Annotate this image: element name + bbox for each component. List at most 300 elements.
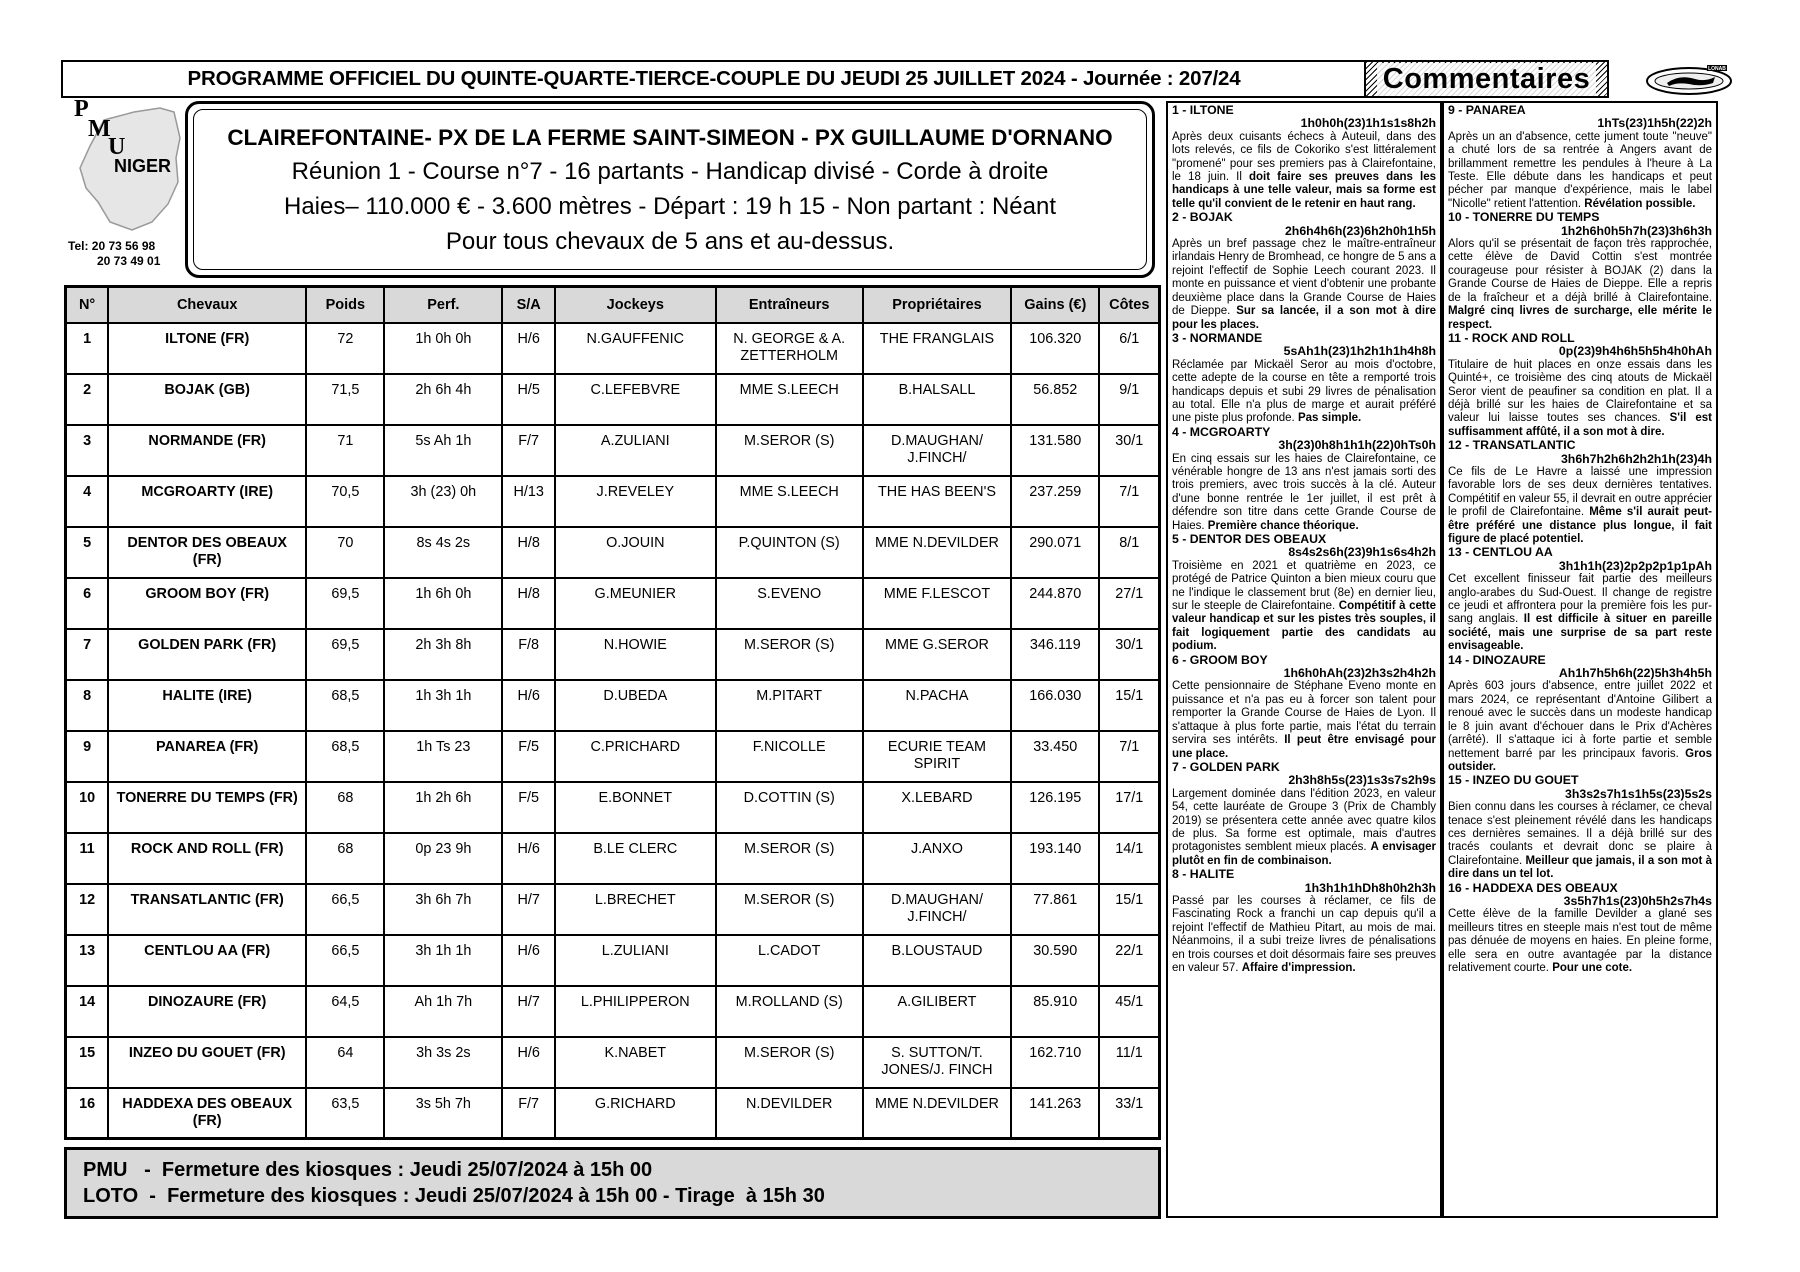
runner-number: 13 [66, 935, 109, 986]
trainer: F.NICOLLE [716, 731, 863, 782]
comment-entry [1448, 774, 1712, 881]
earnings: 85.910 [1011, 986, 1099, 1037]
odds: 14/1 [1099, 833, 1159, 884]
header-weight: Poids [306, 287, 384, 323]
sex-age: F/8 [502, 629, 555, 680]
performance: 0p 23 9h [384, 833, 502, 884]
earnings: 141.263 [1011, 1088, 1099, 1139]
weight: 64 [306, 1037, 384, 1088]
comments-column-left [1166, 101, 1442, 1218]
horse-name: HADDEXA DES OBEAUX (FR) [108, 1088, 306, 1139]
earnings: 237.259 [1011, 476, 1099, 527]
telephone-numbers [68, 239, 160, 269]
performance: 1h 6h 0h [384, 578, 502, 629]
comment-text [1448, 801, 1712, 881]
sex-age: F/5 [502, 782, 555, 833]
comment-performance: 3h6h7h2h6h2h2h1h(23)4h [1560, 451, 1712, 466]
sex-age: F/7 [502, 425, 555, 476]
table-row [66, 833, 1160, 884]
comment-entry [1448, 654, 1712, 775]
comment-entry [1448, 546, 1712, 653]
horse-name: GROOM BOY (FR) [108, 578, 306, 629]
comment-horse-title: 11 - ROCK AND ROLL [1448, 330, 1575, 345]
header-gains: Gains (€) [1011, 287, 1099, 323]
svg-text:U: U [108, 134, 126, 160]
table-row [66, 425, 1160, 476]
odds: 7/1 [1099, 476, 1159, 527]
trainer: M.PITART [716, 680, 863, 731]
owner: MME N.DEVILDER [863, 1088, 1011, 1139]
comment-body: Alors qu'il se présentait de façon très rapprochée, cette élève de David Cottin s'est montrée courageuse pour résister à BOJAK (2) dans la Grande Course de Haies de Dieppe. Elle a repris de la fraîcheur et a déjà brillé à Clairefontaine. [1448, 238, 1712, 304]
table-row [66, 731, 1160, 782]
odds: 11/1 [1099, 1037, 1159, 1088]
owner: MME F.LESCOT [863, 578, 1011, 629]
jockey: L.BRECHET [555, 884, 715, 935]
jockey: G.MEUNIER [555, 578, 715, 629]
odds: 7/1 [1099, 731, 1159, 782]
performance: 1h 2h 6h [384, 782, 502, 833]
performance: 5s Ah 1h [384, 425, 502, 476]
odds: 30/1 [1099, 629, 1159, 680]
horse-name: MCGROARTY (IRE) [108, 476, 306, 527]
comment-body: Ce fils de Le Havre a laissé une impression favorable lors de ses deux dernières tentatives. Compétitif en valeur 55, il devrait en outre apprécier le profil de Clairefontaine. [1448, 465, 1713, 519]
performance: 2h 3h 8h [384, 629, 502, 680]
comment-body: Réclamée par Mickaël Seror au mois d'octobre, cette adepte de la course en tête a remporté trois handicaps depuis et subi 29 livres de pénalisation au total. Elle n'a plus de marge et aurait préféré une piste plus profonde. [1172, 358, 1436, 425]
comment-body: Après 603 jours d'absence, entre juillet 2022 et mars 2024, ce représentant d'Antoine Gilibert a renoué avec le succès dans un modeste handicap le 8 juin avant d'échouer dans le Prix d'Achères (arrêté). Il s'attaque ici à forte partie et semble nettement barré par les principaux favoris. [1448, 680, 1712, 760]
comment-entry [1448, 439, 1712, 546]
pmu-niger-logo [64, 98, 182, 238]
comment-verdict: doit faire ses preuves dans les handicaps à une telle valeur, mais sa forme est telle qu'il convient de le retenir en haut rang. [1172, 171, 1436, 210]
weight: 66,5 [306, 935, 384, 986]
comment-performance: 8s4s2s6h(23)9h1s6s4h2h [1288, 545, 1436, 560]
weight: 64,5 [306, 986, 384, 1037]
owner: X.LEBARD [863, 782, 1011, 833]
loto-closing: LOTO - Fermeture des kiosques : Jeudi 25/07/2024 à 15h 00 - Tirage à 15h 30 [83, 1185, 825, 1207]
comment-body: Après un an d'absence, cette jument toute "neuve" a chuté lors de sa rentrée à Angers avant de brillamment remettre les pendules à l'heure à La Teste. Elle débute dans les handicaps et peut pécher par manque d'expérience, mais le label "Nicolle" retient l'attention. [1448, 130, 1712, 210]
owner: S. SUTTON/T. JONES/J. FINCH [863, 1037, 1011, 1088]
comment-verdict: Meilleur que jamais, il a son mot à dire dans un tel lot. [1448, 854, 1712, 881]
trainer: M.SEROR (S) [716, 833, 863, 884]
performance: 8s 4s 2s [384, 527, 502, 578]
comment-horse-title: 6 - GROOM BOY [1172, 652, 1268, 667]
comment-text [1448, 573, 1712, 653]
owner: THE FRANGLAIS [863, 323, 1011, 374]
phone-1: Tel: 20 73 56 98 [68, 239, 156, 253]
performance: 1h 0h 0h [384, 323, 502, 374]
weight: 66,5 [306, 884, 384, 935]
horse-name: DENTOR DES OBEAUX (FR) [108, 527, 306, 578]
sex-age: H/6 [502, 935, 555, 986]
comments-header [1364, 60, 1609, 98]
comment-verdict: Révélation possible. [1584, 197, 1696, 210]
race-details-1: Réunion 1 - Course n°7 - 16 partants - Handicap divisé - Corde à droite [291, 158, 1049, 185]
header-trainers: Entraîneurs [716, 287, 863, 323]
comment-entry [1172, 654, 1436, 761]
comment-performance: 1h0h0h(23)1h1s1s8h2h [1300, 116, 1436, 131]
runner-number: 2 [66, 374, 109, 425]
runner-number: 14 [66, 986, 109, 1037]
comment-text [1448, 359, 1712, 439]
comment-entry [1172, 332, 1436, 426]
weight: 70,5 [306, 476, 384, 527]
performance: 1h Ts 23 [384, 731, 502, 782]
earnings: 162.710 [1011, 1037, 1099, 1088]
performance: 3h 6h 7h [384, 884, 502, 935]
header-owners: Propriétaires [863, 287, 1011, 323]
header-jockeys: Jockeys [555, 287, 715, 323]
comment-entry [1172, 104, 1436, 211]
comment-horse-title: 14 - DINOZAURE [1448, 652, 1546, 667]
horse-name: HALITE (IRE) [108, 680, 306, 731]
comment-text [1172, 453, 1436, 533]
comment-verdict: Il peut être envisagé pour une place. [1172, 734, 1436, 760]
comment-horse-title: 13 - CENTLOU AA [1448, 545, 1553, 560]
phone-2: 20 73 49 01 [97, 254, 161, 268]
earnings: 290.071 [1011, 527, 1099, 578]
sex-age: H/6 [502, 680, 555, 731]
runner-number: 9 [66, 731, 109, 782]
comment-entry [1448, 332, 1712, 439]
trainer: M.ROLLAND (S) [716, 986, 863, 1037]
jockey: A.ZULIANI [555, 425, 715, 476]
svg-text:P: P [74, 98, 89, 122]
owner: D.MAUGHAN/ J.FINCH/ [863, 884, 1011, 935]
comment-verdict: Pour une cote. [1552, 962, 1633, 974]
comment-body: Après deux cuisants échecs à Auteuil, dans des lots relevés, ce fils de Cokoriko s'est littéralement "promené" pour ses premiers pas à Clairefontaine, le 18 juin. Il [1172, 130, 1436, 184]
earnings: 126.195 [1011, 782, 1099, 833]
odds: 45/1 [1099, 986, 1159, 1037]
comment-text [1448, 238, 1712, 332]
comment-text [1172, 560, 1436, 654]
trainer: L.CADOT [716, 935, 863, 986]
horse-name: TONERRE DU TEMPS (FR) [108, 782, 306, 833]
comment-performance: 0p(23)9h4h6h5h5h4h0hAh [1558, 344, 1712, 359]
jockey: O.JOUIN [555, 527, 715, 578]
comment-performance: 1h6h0hAh(23)2h3s2h4h2h [1283, 666, 1436, 681]
comment-body: En cinq essais sur les haies de Clairefontaine, ce vénérable hongre de 13 ans n'est jamais sorti des trois premiers, avec trois succès à la clé. Auteur d'une bonne rentrée le 1er juillet, il est prêt à défendre son titre dans cette Grande Course de Haies. [1172, 452, 1436, 532]
sex-age: H/8 [502, 578, 555, 629]
runner-number: 7 [66, 629, 109, 680]
table-header-row [66, 287, 1160, 323]
weight: 63,5 [306, 1088, 384, 1139]
owner: MME N.DEVILDER [863, 527, 1011, 578]
comment-body: Troisième en 2021 et quatrième en 2023, ce protégé de Patrice Quinton a bien mieux couru que ne l'indique le classement brut (8e) en dernier lieu, sur le steeple de Clairefontaine. [1172, 559, 1436, 613]
odds: 9/1 [1099, 374, 1159, 425]
trainer: D.COTTIN (S) [716, 782, 863, 833]
sex-age: H/13 [502, 476, 555, 527]
comment-verdict: Il est difficile à situer en pareille société, mais une surprise de sa part reste envisageable. [1448, 613, 1712, 653]
comment-verdict: S'il est suffisamment affûté, il a son mot à dire. [1448, 412, 1712, 438]
lonab-logo-icon [1645, 64, 1733, 96]
comment-body: Largement dominée dans l'édition 2023, en valeur 54, cette lauréate de Groupe 3 (Prix de Chambly 2019) se présentera cette année avec quatre kilos de plus. Sa forme est optimale, mais d'autres protagonistes semblent mieux placés. [1172, 787, 1436, 854]
comment-performance: 2h3h8h5s(23)1s3s7s2h9s [1288, 773, 1436, 788]
comment-performance: 1hTs(23)1h5h(22)2h [1597, 116, 1712, 131]
earnings: 30.590 [1011, 935, 1099, 986]
comment-entry [1172, 761, 1436, 868]
runner-number: 10 [66, 782, 109, 833]
comment-verdict: Compétitif à cette valeur handicap et sur les pistes très souples, il fait logiquement partie des candidats au podium. [1172, 600, 1436, 653]
comment-performance: Ah1h7h5h6h(22)5h3h4h5h [1558, 666, 1712, 681]
horse-name: ROCK AND ROLL (FR) [108, 833, 306, 884]
jockey: D.UBEDA [555, 680, 715, 731]
trainer: M.SEROR (S) [716, 884, 863, 935]
comment-entry [1448, 104, 1712, 211]
trainer: S.EVENO [716, 578, 863, 629]
comment-horse-title: 3 - NORMANDE [1172, 330, 1263, 345]
comment-verdict: Malgré cinq livres de surcharge, elle mérite le respect. [1448, 305, 1712, 331]
comment-horse-title: 4 - MCGROARTY [1172, 424, 1271, 439]
weight: 68 [306, 782, 384, 833]
jockey: K.NABET [555, 1037, 715, 1088]
comment-text [1172, 788, 1436, 868]
sex-age: H/6 [502, 1037, 555, 1088]
horse-name: CENTLOU AA (FR) [108, 935, 306, 986]
comment-performance: 2h6h4h6h(23)6h2h0h1h5h [1284, 223, 1436, 238]
jockey: C.PRICHARD [555, 731, 715, 782]
comment-horse-title: 16 - HADDEXA DES OBEAUX [1448, 880, 1618, 895]
sex-age: F/5 [502, 731, 555, 782]
comment-text [1448, 131, 1712, 211]
odds: 33/1 [1099, 1088, 1159, 1139]
comment-body: Après un bref passage chez le maître-entraîneur irlandais Henry de Bromhead, ce hongre de 5 ans a rejoint l'effectif de Sophie Leech courant 2023. Il monte en puissance et vient d'obtenir une probante deuxième place dans la Grande Course de Haies de Dieppe. [1172, 238, 1436, 318]
table-row [66, 476, 1160, 527]
comment-text [1172, 680, 1436, 760]
comment-text [1172, 131, 1436, 211]
runner-number: 15 [66, 1037, 109, 1088]
comment-text [1172, 895, 1436, 975]
svg-text:M: M [88, 116, 111, 142]
runner-number: 3 [66, 425, 109, 476]
lonab-logo-text: LONAB [1708, 66, 1726, 72]
trainer: N. GEORGE & A. ZETTERHOLM [716, 323, 863, 374]
race-title: CLAIREFONTAINE- PX DE LA FERME SAINT-SIMEON - PX GUILLAUME D'ORNANO [227, 125, 1113, 150]
comments-header-label: Commentaires [1377, 63, 1596, 96]
comment-horse-title: 5 - DENTOR DES OBEAUX [1172, 532, 1327, 546]
comment-verdict: Sur sa lancée, il a son mot à dire pour les places. [1172, 305, 1436, 331]
trainer: MME S.LEECH [716, 374, 863, 425]
comment-performance: 3h(23)0h8h1h1h(22)0hTs0h [1278, 438, 1436, 453]
trainer: M.SEROR (S) [716, 425, 863, 476]
comment-entry [1172, 426, 1436, 533]
svg-text:NIGER: NIGER [114, 156, 172, 176]
comment-entry [1172, 868, 1436, 975]
odds: 22/1 [1099, 935, 1159, 986]
header-sa: S/A [502, 287, 555, 323]
horse-name: ILTONE (FR) [108, 323, 306, 374]
comment-horse-title: 9 - PANAREA [1448, 103, 1526, 117]
comment-verdict: Pas simple. [1297, 412, 1362, 425]
horse-name: PANAREA (FR) [108, 731, 306, 782]
runner-number: 1 [66, 323, 109, 374]
table-row [66, 935, 1160, 986]
performance: Ah 1h 7h [384, 986, 502, 1037]
earnings: 346.119 [1011, 629, 1099, 680]
owner: MME G.SEROR [863, 629, 1011, 680]
comment-body: Cette pensionnaire de Stéphane Eveno monte en puissance et n'a pas eu à forcer son talent pour remporter la Grande Course de Haies de Lyon. Il s'attaque à plus forte partie, mais l'état du terrain servira ses intérêts. [1172, 680, 1436, 747]
comment-entry [1448, 211, 1712, 332]
horse-name: TRANSATLANTIC (FR) [108, 884, 306, 935]
comment-horse-title: 12 - TRANSATLANTIC [1448, 438, 1576, 453]
pmu-closing: PMU - Fermeture des kiosques : Jeudi 25/07/2024 à 15h 00 [83, 1159, 653, 1181]
comment-body: Cette élève de la famille Devilder a glané ses meilleurs titres en steeple mais n'est tout de même pas dénuée de moyens en haies. En pleine forme, elle sera en outre avantagée par la distance relativement courte. [1448, 908, 1712, 974]
weight: 71,5 [306, 374, 384, 425]
sex-age: H/5 [502, 374, 555, 425]
race-details-2: Haies– 110.000 € - 3.600 mètres - Départ : 19 h 15 - Non partant : Néant [284, 193, 1056, 220]
earnings: 166.030 [1011, 680, 1099, 731]
comment-verdict: Gros outsider. [1448, 747, 1712, 773]
race-details-3: Pour tous chevaux de 5 ans et au-dessus. [445, 228, 895, 255]
comment-performance: 3s5h7h1s(23)0h5h2s7h4s [1563, 893, 1712, 908]
comment-body: Cet excellent finisseur fait partie des meilleurs anglo-arabes du Sud-Ouest. Il change de registre ce jeudi et affrontera pour la première fois les pur-sang anglais. [1448, 573, 1712, 626]
runners-table [64, 285, 1161, 1140]
jockey: N.GAUFFENIC [555, 323, 715, 374]
earnings: 244.870 [1011, 578, 1099, 629]
comment-body: Titulaire de huit places en onze essais dans les Quinté+, ce troisième des cinq atouts de Mickaël Seror vient de peaufiner sa condition en plat. Il a déjà brillé sur les haies de Clairefontaine et sa valeur lui laisse toutes ses chances. [1448, 358, 1712, 425]
trainer: M.SEROR (S) [716, 629, 863, 680]
runner-number: 4 [66, 476, 109, 527]
comment-body: Bien connu dans les courses à réclamer, ce cheval tenace s'est pleinement révélé dans les handicaps ces dernières semaines. Il a déjà brillé sur des tracés coulants et devrait donc se plaire à Clairefontaine. [1448, 801, 1712, 867]
comment-performance: 1h3h1h1hDh8h0h2h3h [1304, 880, 1436, 895]
owner: D.MAUGHAN/ J.FINCH/ [863, 425, 1011, 476]
comment-text [1172, 359, 1436, 426]
comment-entry [1172, 533, 1436, 654]
comment-horse-title: 7 - GOLDEN PARK [1172, 759, 1280, 774]
race-info-box [185, 101, 1155, 278]
odds: 30/1 [1099, 425, 1159, 476]
jockey: E.BONNET [555, 782, 715, 833]
weight: 69,5 [306, 578, 384, 629]
horse-name: GOLDEN PARK (FR) [108, 629, 306, 680]
odds: 15/1 [1099, 680, 1159, 731]
table-row [66, 782, 1160, 833]
weight: 68,5 [306, 731, 384, 782]
comment-verdict: Première chance théorique. [1207, 519, 1359, 532]
header-horses: Chevaux [108, 287, 306, 323]
jockey: B.LE CLERC [555, 833, 715, 884]
odds: 27/1 [1099, 578, 1159, 629]
performance: 1h 3h 1h [384, 680, 502, 731]
comment-entry [1172, 211, 1436, 332]
performance: 3h 3s 2s [384, 1037, 502, 1088]
weight: 72 [306, 323, 384, 374]
owner: THE HAS BEEN'S [863, 476, 1011, 527]
weight: 71 [306, 425, 384, 476]
comment-verdict: Même s'il aurait peut-être préféré une distance plus longue, il fait figure de placé potentiel. [1448, 506, 1712, 545]
owner: J.ANXO [863, 833, 1011, 884]
weight: 69,5 [306, 629, 384, 680]
earnings: 131.580 [1011, 425, 1099, 476]
sex-age: H/7 [502, 986, 555, 1037]
comment-text [1448, 680, 1712, 774]
comment-body: Passé par les courses à réclamer, ce fils de Fascinating Rock a franchi un cap depuis qu'il a rejoint l'effectif de Mathieu Pitart, au mois de mai. Néanmoins, il a subi treize livres de pénalisations en trois courses et doit désormais faire ses preuves en valeur 57. [1172, 894, 1436, 974]
odds: 6/1 [1099, 323, 1159, 374]
table-row [66, 680, 1160, 731]
closing-times-footer [64, 1147, 1161, 1219]
table-row [66, 323, 1160, 374]
runner-number: 5 [66, 527, 109, 578]
comment-performance: 3h1h1h(23)2p2p2p1p1pAh [1558, 558, 1712, 573]
sex-age: H/7 [502, 884, 555, 935]
runner-number: 6 [66, 578, 109, 629]
odds: 8/1 [1099, 527, 1159, 578]
performance: 3h 1h 1h [384, 935, 502, 986]
comment-horse-title: 15 - INZEO DU GOUET [1448, 773, 1579, 788]
trainer: M.SEROR (S) [716, 1037, 863, 1088]
comment-verdict: Affaire d'impression. [1241, 962, 1356, 974]
jockey: J.REVELEY [555, 476, 715, 527]
comment-horse-title: 2 - BOJAK [1172, 210, 1233, 225]
header-odds: Côtes [1099, 287, 1159, 323]
comment-performance: 3h3s2s7h1s1h5s(23)5s2s [1565, 786, 1712, 801]
earnings: 33.450 [1011, 731, 1099, 782]
horse-name: INZEO DU GOUET (FR) [108, 1037, 306, 1088]
sex-age: F/7 [502, 1088, 555, 1139]
owner: B.HALSALL [863, 374, 1011, 425]
comment-entry [1448, 882, 1712, 976]
jockey: L.PHILIPPERON [555, 986, 715, 1037]
jockey: L.ZULIANI [555, 935, 715, 986]
table-row [66, 1037, 1160, 1088]
runner-number: 12 [66, 884, 109, 935]
comment-text [1448, 908, 1712, 975]
table-row [66, 578, 1160, 629]
sex-age: H/6 [502, 833, 555, 884]
earnings: 193.140 [1011, 833, 1099, 884]
earnings: 106.320 [1011, 323, 1099, 374]
earnings: 77.861 [1011, 884, 1099, 935]
performance: 3h (23) 0h [384, 476, 502, 527]
comment-horse-title: 10 - TONERRE DU TEMPS [1448, 210, 1600, 225]
table-row [66, 629, 1160, 680]
comment-performance: 5sAh1h(23)1h2h1h1h4h8h [1283, 344, 1436, 359]
horse-name: NORMANDE (FR) [108, 425, 306, 476]
trainer: P.QUINTON (S) [716, 527, 863, 578]
comment-horse-title: 8 - HALITE [1172, 867, 1235, 882]
table-row [66, 1088, 1160, 1139]
comment-text [1172, 238, 1436, 332]
owner: A.GILIBERT [863, 986, 1011, 1037]
owner: N.PACHA [863, 680, 1011, 731]
table-row [66, 884, 1160, 935]
table-row [66, 986, 1160, 1037]
owner: B.LOUSTAUD [863, 935, 1011, 986]
runner-number: 11 [66, 833, 109, 884]
comments-column-right [1442, 101, 1718, 1218]
sex-age: H/8 [502, 527, 555, 578]
odds: 17/1 [1099, 782, 1159, 833]
comment-horse-title: 1 - ILTONE [1172, 103, 1234, 117]
weight: 70 [306, 527, 384, 578]
runner-number: 8 [66, 680, 109, 731]
odds: 15/1 [1099, 884, 1159, 935]
comment-performance: 1h2h6h0h5h7h(23)3h6h3h [1560, 223, 1712, 238]
weight: 68,5 [306, 680, 384, 731]
table-row [66, 374, 1160, 425]
header-num: N° [66, 287, 109, 323]
trainer: N.DEVILDER [716, 1088, 863, 1139]
trainer: MME S.LEECH [716, 476, 863, 527]
program-title: PROGRAMME OFFICIEL DU QUINTE-QUARTE-TIERCE-COUPLE DU JEUDI 25 JUILLET 2024 - Journée : 207/24 [61, 60, 1367, 98]
jockey: G.RICHARD [555, 1088, 715, 1139]
jockey: C.LEFEBVRE [555, 374, 715, 425]
comment-text [1448, 466, 1712, 546]
owner: ECURIE TEAM SPIRIT [863, 731, 1011, 782]
jockey: N.HOWIE [555, 629, 715, 680]
table-row [66, 527, 1160, 578]
header-perf: Perf. [384, 287, 502, 323]
horse-name: BOJAK (GB) [108, 374, 306, 425]
performance: 3s 5h 7h [384, 1088, 502, 1139]
